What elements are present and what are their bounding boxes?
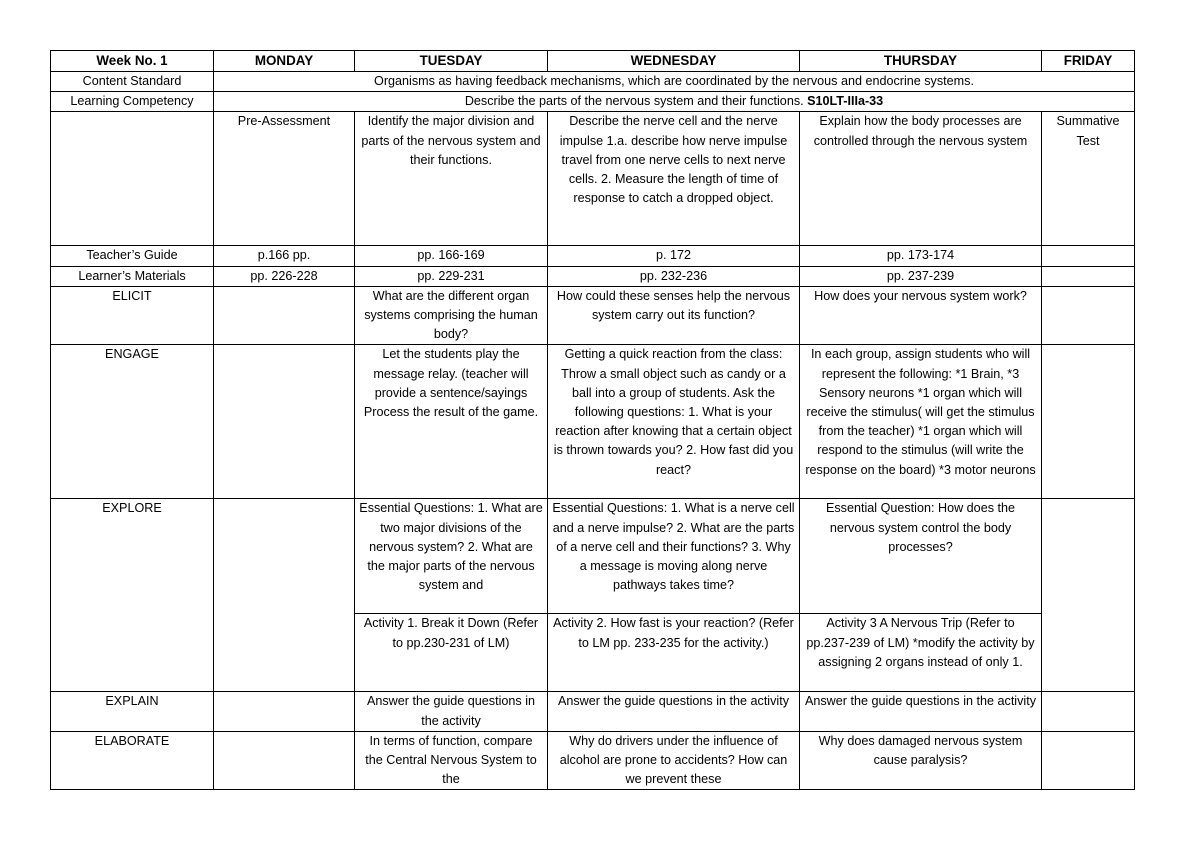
learning-competency-text: Describe the parts of the nervous system and their functions. (464, 94, 808, 109)
explain-tuesday: Answer the guide questions in the activity (355, 692, 548, 731)
day-header-wednesday: WEDNESDAY (548, 51, 800, 72)
explore-questions-tuesday: Essential Questions: 1. What are two major divisions of the nervous system? 2. What are the major parts of the nervous system and (355, 499, 548, 614)
explain-thursday: Answer the guide questions in the activity (800, 692, 1042, 731)
header-row (51, 51, 1135, 72)
explore-label: EXPLORE (51, 499, 214, 692)
objectives-row (51, 112, 1135, 246)
engage-label: ENGAGE (51, 345, 214, 499)
explore-questions-row (51, 499, 1135, 614)
teachers-guide-label: Teacher’s Guide (51, 246, 214, 266)
learners-materials-tuesday: pp. 229-231 (355, 266, 548, 286)
objective-friday: Summative Test (1042, 112, 1135, 246)
objectives-label (51, 112, 214, 246)
learners-materials-thursday: pp. 237-239 (800, 266, 1042, 286)
learning-competency-cell (214, 92, 1135, 112)
engage-monday (214, 345, 355, 499)
teachers-guide-row (51, 246, 1135, 266)
competency-code: S10LT-IIIa-33 (807, 94, 884, 109)
elicit-friday (1042, 286, 1135, 345)
engage-friday (1042, 345, 1135, 499)
content-standard-text: Organisms as having feedback mechanisms, which are coordinated by the nervous and endocrine systems. (214, 72, 1135, 92)
elaborate-row (51, 731, 1135, 790)
objective-monday: Pre-Assessment (214, 112, 355, 246)
explore-activity-thursday: Activity 3 A Nervous Trip (Refer to pp.237-239 of LM) *modify the activity by assigning 2 organs instead of only 1. (800, 614, 1042, 692)
explain-row (51, 692, 1135, 731)
objective-tuesday: Identify the major division and parts of the nervous system and their functions. (355, 112, 548, 246)
elaborate-wednesday: Why do drivers under the influence of alcohol are prone to accidents? How can we prevent these (548, 731, 800, 790)
engage-wednesday: Getting a quick reaction from the class: Throw a small object such as candy or a ball into a group of students. Ask the following questions: 1. What is your reaction after knowing that a certain object is thrown towards you? 2. How fast did you react? (548, 345, 800, 499)
day-header-tuesday: TUESDAY (355, 51, 548, 72)
elaborate-friday (1042, 731, 1135, 790)
lesson-plan-sheet (50, 50, 1135, 790)
learning-competency-row (51, 92, 1135, 112)
engage-thursday: In each group, assign students who will represent the following: *1 Brain, *3 Sensory neurons *1 organ which will receive the stimulus( will get the stimulus from the teacher) *1 organ which will respond to the stimulus (will write the response on the board) *3 motor neurons (800, 345, 1042, 499)
explore-monday (214, 499, 355, 692)
day-header-friday: FRIDAY (1042, 51, 1135, 72)
elicit-monday (214, 286, 355, 345)
elicit-tuesday: What are the different organ systems comprising the human body? (355, 286, 548, 345)
learners-materials-label: Learner’s Materials (51, 266, 214, 286)
elaborate-monday (214, 731, 355, 790)
explore-questions-wednesday: Essential Questions: 1. What is a nerve cell and a nerve impulse? 2. What are the parts of a nerve cell and their functions? 3. Why a message is moving along nerve pathways takes time? (548, 499, 800, 614)
teachers-guide-monday: p.166 pp. (214, 246, 355, 266)
content-standard-row (51, 72, 1135, 92)
day-header-monday: MONDAY (214, 51, 355, 72)
elaborate-label: ELABORATE (51, 731, 214, 790)
elaborate-tuesday: In terms of function, compare the Central Nervous System to the (355, 731, 548, 790)
teachers-guide-wednesday: p. 172 (548, 246, 800, 266)
explain-monday (214, 692, 355, 731)
engage-tuesday: Let the students play the message relay. (teacher will provide a sentence/sayings Process the result of the game. (355, 345, 548, 499)
learners-materials-row (51, 266, 1135, 286)
elaborate-thursday: Why does damaged nervous system cause paralysis? (800, 731, 1042, 790)
explore-questions-thursday: Essential Question: How does the nervous system control the body processes? (800, 499, 1042, 614)
engage-row (51, 345, 1135, 499)
content-standard-label: Content Standard (51, 72, 214, 92)
explore-activity-wednesday: Activity 2. How fast is your reaction? (Refer to LM pp. 233-235 for the activity.) (548, 614, 800, 692)
explain-wednesday: Answer the guide questions in the activity (548, 692, 800, 731)
learners-materials-monday: pp. 226-228 (214, 266, 355, 286)
learners-materials-wednesday: pp. 232-236 (548, 266, 800, 286)
elicit-label: ELICIT (51, 286, 214, 345)
learning-competency-label: Learning Competency (51, 92, 214, 112)
teachers-guide-thursday: pp. 173-174 (800, 246, 1042, 266)
explain-friday (1042, 692, 1135, 731)
objective-thursday: Explain how the body processes are controlled through the nervous system (800, 112, 1042, 246)
elicit-row (51, 286, 1135, 345)
week-number: Week No. 1 (51, 51, 214, 72)
objective-wednesday: Describe the nerve cell and the nerve impulse 1.a. describe how nerve impulse travel from one nerve cells to next nerve cells. 2. Measure the length of time of response to catch a dropped object. (548, 112, 800, 246)
teachers-guide-tuesday: pp. 166-169 (355, 246, 548, 266)
day-header-thursday: THURSDAY (800, 51, 1042, 72)
explain-label: EXPLAIN (51, 692, 214, 731)
elicit-thursday: How does your nervous system work? (800, 286, 1042, 345)
explore-friday (1042, 499, 1135, 692)
elicit-wednesday: How could these senses help the nervous system carry out its function? (548, 286, 800, 345)
teachers-guide-friday (1042, 246, 1135, 266)
lesson-plan-table (50, 50, 1135, 790)
learners-materials-friday (1042, 266, 1135, 286)
explore-activity-tuesday: Activity 1. Break it Down (Refer to pp.230-231 of LM) (355, 614, 548, 692)
